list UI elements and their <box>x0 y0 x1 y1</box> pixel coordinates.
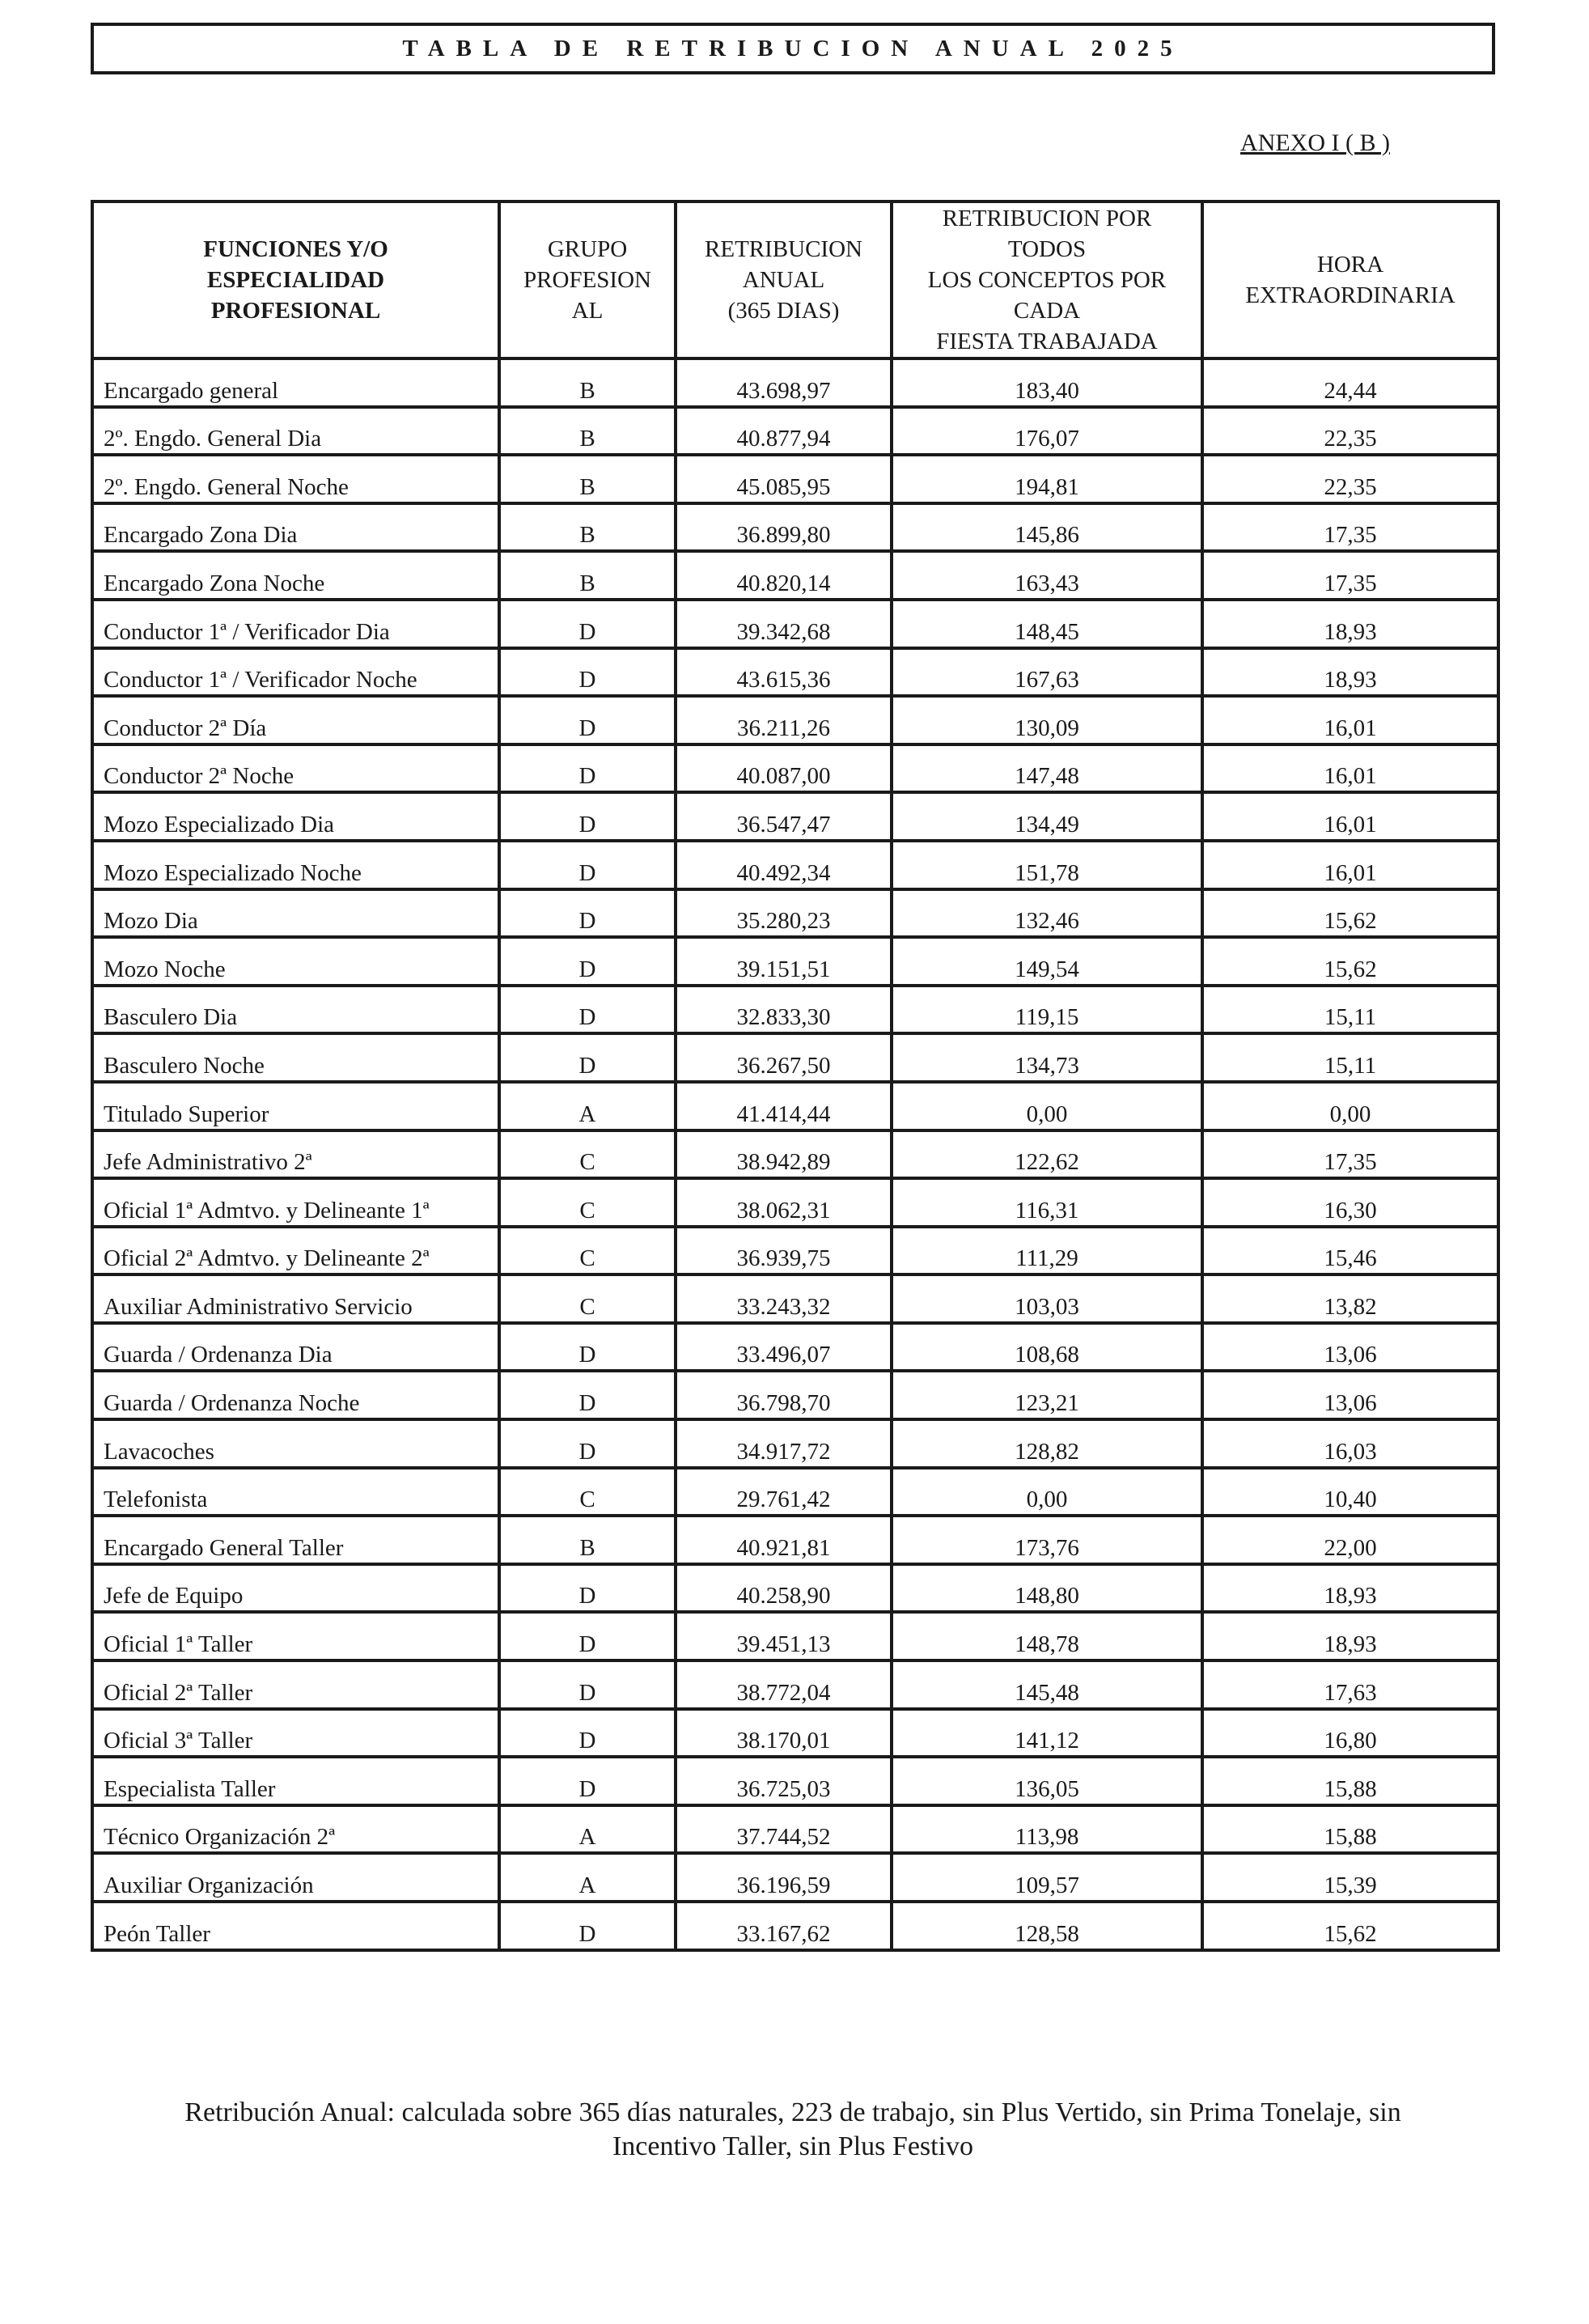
header-funciones-line: ESPECIALIDAD <box>206 267 385 293</box>
header-hora-line: EXTRAORDINARIA <box>1245 282 1456 308</box>
cell-grupo: D <box>499 1660 676 1709</box>
cell-hora-extra: 17,35 <box>1202 1130 1498 1179</box>
title-text: TABLA DE RETRIBUCION ANUAL 2025 <box>402 35 1184 61</box>
cell-retribucion-anual: 36.725,03 <box>676 1757 892 1805</box>
cell-retribucion-anual: 40.087,00 <box>676 744 892 793</box>
cell-hora-extra: 17,35 <box>1202 551 1498 600</box>
table-row <box>92 1709 1498 1758</box>
cell-retribucion-anual: 40.258,90 <box>676 1564 892 1613</box>
footnote <box>91 2096 1495 2164</box>
table-row <box>92 1902 1498 1950</box>
cell-fiesta-trabajada: 128,58 <box>892 1902 1202 1950</box>
cell-funcion: Mozo Noche <box>92 937 499 986</box>
cell-grupo: A <box>499 1853 676 1902</box>
cell-retribucion-anual: 36.547,47 <box>676 792 892 841</box>
cell-grupo: D <box>499 1033 676 1082</box>
cell-retribucion-anual: 41.414,44 <box>676 1082 892 1130</box>
cell-grupo: D <box>499 1371 676 1419</box>
cell-hora-extra: 17,63 <box>1202 1660 1498 1709</box>
cell-fiesta-trabajada: 167,63 <box>892 648 1202 697</box>
cell-funcion: Especialista Taller <box>92 1757 499 1805</box>
table-row <box>92 1082 1498 1130</box>
cell-grupo: D <box>499 792 676 841</box>
cell-grupo: A <box>499 1805 676 1854</box>
cell-retribucion-anual: 36.211,26 <box>676 696 892 744</box>
cell-retribucion-anual: 38.062,31 <box>676 1178 892 1227</box>
cell-funcion: Oficial 2ª Taller <box>92 1660 499 1709</box>
cell-hora-extra: 24,44 <box>1202 358 1498 407</box>
cell-grupo: B <box>499 407 676 456</box>
cell-grupo: D <box>499 1419 676 1468</box>
cell-retribucion-anual: 40.492,34 <box>676 841 892 889</box>
cell-funcion: Oficial 3ª Taller <box>92 1709 499 1758</box>
table-body <box>92 358 1498 1950</box>
table-row <box>92 455 1498 503</box>
cell-funcion: Mozo Dia <box>92 889 499 938</box>
table-row <box>92 1516 1498 1564</box>
cell-grupo: B <box>499 1516 676 1564</box>
cell-retribucion-anual: 35.280,23 <box>676 889 892 938</box>
cell-fiesta-trabajada: 123,21 <box>892 1371 1202 1419</box>
cell-fiesta-trabajada: 134,73 <box>892 1033 1202 1082</box>
cell-funcion: Encargado General Taller <box>92 1516 499 1564</box>
cell-retribucion-anual: 45.085,95 <box>676 455 892 503</box>
cell-funcion: Conductor 1ª / Verificador Noche <box>92 648 499 697</box>
cell-grupo: D <box>499 1612 676 1660</box>
cell-funcion: Conductor 1ª / Verificador Dia <box>92 600 499 648</box>
cell-funcion: Conductor 2ª Día <box>92 696 499 744</box>
cell-funcion: Guarda / Ordenanza Noche <box>92 1371 499 1419</box>
cell-grupo: D <box>499 841 676 889</box>
cell-fiesta-trabajada: 130,09 <box>892 696 1202 744</box>
cell-hora-extra: 16,01 <box>1202 696 1498 744</box>
cell-funcion: Titulado Superior <box>92 1082 499 1130</box>
cell-hora-extra: 15,11 <box>1202 1033 1498 1082</box>
table-row <box>92 551 1498 600</box>
cell-hora-extra: 16,01 <box>1202 744 1498 793</box>
cell-retribucion-anual: 33.496,07 <box>676 1323 892 1372</box>
cell-fiesta-trabajada: 145,86 <box>892 503 1202 552</box>
cell-fiesta-trabajada: 176,07 <box>892 407 1202 456</box>
cell-hora-extra: 15,88 <box>1202 1805 1498 1854</box>
cell-funcion: Oficial 2ª Admtvo. y Delineante 2ª <box>92 1227 499 1275</box>
cell-retribucion-anual: 38.772,04 <box>676 1660 892 1709</box>
cell-grupo: D <box>499 744 676 793</box>
cell-funcion: Peón Taller <box>92 1902 499 1950</box>
header-retribucion <box>676 201 892 358</box>
cell-fiesta-trabajada: 173,76 <box>892 1516 1202 1564</box>
cell-retribucion-anual: 38.942,89 <box>676 1130 892 1179</box>
cell-fiesta-trabajada: 183,40 <box>892 358 1202 407</box>
cell-hora-extra: 13,06 <box>1202 1323 1498 1372</box>
table-row <box>92 1323 1498 1372</box>
cell-funcion: Basculero Noche <box>92 1033 499 1082</box>
header-funciones <box>92 201 499 358</box>
cell-funcion: Telefonista <box>92 1468 499 1516</box>
header-grupo-line: AL <box>571 298 604 324</box>
table-row <box>92 937 1498 986</box>
cell-funcion: Lavacoches <box>92 1419 499 1468</box>
cell-hora-extra: 15,39 <box>1202 1853 1498 1902</box>
cell-hora-extra: 16,03 <box>1202 1419 1498 1468</box>
cell-funcion: 2º. Engdo. General Dia <box>92 407 499 456</box>
cell-fiesta-trabajada: 113,98 <box>892 1805 1202 1854</box>
cell-retribucion-anual: 36.939,75 <box>676 1227 892 1275</box>
cell-grupo: D <box>499 648 676 697</box>
cell-grupo: D <box>499 1323 676 1372</box>
cell-hora-extra: 22,00 <box>1202 1516 1498 1564</box>
cell-retribucion-anual: 40.921,81 <box>676 1516 892 1564</box>
header-hora-line: HORA <box>1316 252 1384 278</box>
cell-grupo: D <box>499 986 676 1034</box>
header-fiesta-line: TODOS <box>1007 236 1087 262</box>
footnote-line: Retribución Anual: calculada sobre 365 días naturales, 223 de trabajo, sin Plus Vertido, sin Prima Tonelaje, sin <box>184 2097 1401 2127</box>
cell-fiesta-trabajada: 0,00 <box>892 1082 1202 1130</box>
header-fiesta-line: CADA <box>1013 298 1081 324</box>
cell-grupo: C <box>499 1468 676 1516</box>
cell-hora-extra: 0,00 <box>1202 1082 1498 1130</box>
salary-table <box>91 200 1500 1952</box>
table-row <box>92 1853 1498 1902</box>
cell-grupo: C <box>499 1130 676 1179</box>
cell-retribucion-anual: 38.170,01 <box>676 1709 892 1758</box>
cell-hora-extra: 15,46 <box>1202 1227 1498 1275</box>
cell-funcion: Jefe Administrativo 2ª <box>92 1130 499 1179</box>
cell-fiesta-trabajada: 122,62 <box>892 1130 1202 1179</box>
cell-grupo: C <box>499 1274 676 1323</box>
cell-funcion: Guarda / Ordenanza Dia <box>92 1323 499 1372</box>
cell-fiesta-trabajada: 119,15 <box>892 986 1202 1034</box>
cell-fiesta-trabajada: 149,54 <box>892 937 1202 986</box>
cell-retribucion-anual: 33.167,62 <box>676 1902 892 1950</box>
table-row <box>92 1033 1498 1082</box>
cell-fiesta-trabajada: 147,48 <box>892 744 1202 793</box>
cell-fiesta-trabajada: 151,78 <box>892 841 1202 889</box>
header-fiesta-line: RETRIBUCION POR <box>942 206 1152 231</box>
table-row <box>92 648 1498 697</box>
table-row <box>92 1468 1498 1516</box>
table-row <box>92 1274 1498 1323</box>
cell-funcion: Auxiliar Administrativo Servicio <box>92 1274 499 1323</box>
cell-retribucion-anual: 40.820,14 <box>676 551 892 600</box>
cell-funcion: Oficial 1ª Admtvo. y Delineante 1ª <box>92 1178 499 1227</box>
cell-retribucion-anual: 36.196,59 <box>676 1853 892 1902</box>
cell-hora-extra: 16,01 <box>1202 792 1498 841</box>
cell-fiesta-trabajada: 148,78 <box>892 1612 1202 1660</box>
cell-fiesta-trabajada: 194,81 <box>892 455 1202 503</box>
table-row <box>92 503 1498 552</box>
header-funciones-line: FUNCIONES Y/O <box>203 236 388 262</box>
cell-grupo: B <box>499 455 676 503</box>
table-row <box>92 889 1498 938</box>
cell-grupo: D <box>499 1757 676 1805</box>
table-row <box>92 1660 1498 1709</box>
header-grupo <box>499 201 676 358</box>
table-row <box>92 358 1498 407</box>
header-grupo-line: PROFESION <box>523 267 651 293</box>
cell-hora-extra: 15,62 <box>1202 889 1498 938</box>
cell-fiesta-trabajada: 109,57 <box>892 1853 1202 1902</box>
cell-funcion: 2º. Engdo. General Noche <box>92 455 499 503</box>
cell-funcion: Conductor 2ª Noche <box>92 744 499 793</box>
table-row <box>92 1371 1498 1419</box>
table-row <box>92 841 1498 889</box>
cell-fiesta-trabajada: 116,31 <box>892 1178 1202 1227</box>
cell-retribucion-anual: 36.267,50 <box>676 1033 892 1082</box>
cell-funcion: Encargado general <box>92 358 499 407</box>
cell-fiesta-trabajada: 0,00 <box>892 1468 1202 1516</box>
table-row <box>92 986 1498 1034</box>
cell-grupo: C <box>499 1178 676 1227</box>
table-row <box>92 1178 1498 1227</box>
cell-hora-extra: 10,40 <box>1202 1468 1498 1516</box>
cell-retribucion-anual: 34.917,72 <box>676 1419 892 1468</box>
cell-hora-extra: 13,06 <box>1202 1371 1498 1419</box>
cell-hora-extra: 15,11 <box>1202 986 1498 1034</box>
cell-hora-extra: 22,35 <box>1202 455 1498 503</box>
table-row <box>92 1130 1498 1179</box>
cell-hora-extra: 13,82 <box>1202 1274 1498 1323</box>
cell-retribucion-anual: 36.798,70 <box>676 1371 892 1419</box>
cell-fiesta-trabajada: 108,68 <box>892 1323 1202 1372</box>
cell-hora-extra: 17,35 <box>1202 503 1498 552</box>
cell-hora-extra: 18,93 <box>1202 1612 1498 1660</box>
cell-hora-extra: 16,30 <box>1202 1178 1498 1227</box>
cell-retribucion-anual: 43.698,97 <box>676 358 892 407</box>
cell-grupo: D <box>499 937 676 986</box>
annex-label: ANEXO I ( B ) <box>1240 129 1390 156</box>
cell-grupo: D <box>499 1709 676 1758</box>
cell-hora-extra: 15,62 <box>1202 937 1498 986</box>
header-fiesta-line: FIESTA TRABAJADA <box>936 329 1158 354</box>
header-grupo-line: GRUPO <box>547 236 628 262</box>
cell-grupo: D <box>499 600 676 648</box>
table-row <box>92 1419 1498 1468</box>
table-row <box>92 407 1498 456</box>
cell-grupo: D <box>499 1902 676 1950</box>
cell-retribucion-anual: 33.243,32 <box>676 1274 892 1323</box>
header-retribucion-line: RETRIBUCION <box>705 236 862 262</box>
cell-grupo: C <box>499 1227 676 1275</box>
table-row <box>92 792 1498 841</box>
cell-fiesta-trabajada: 148,45 <box>892 600 1202 648</box>
cell-grupo: A <box>499 1082 676 1130</box>
cell-hora-extra: 16,80 <box>1202 1709 1498 1758</box>
table-header-row <box>92 201 1498 358</box>
cell-grupo: B <box>499 503 676 552</box>
cell-funcion: Mozo Especializado Noche <box>92 841 499 889</box>
cell-hora-extra: 15,88 <box>1202 1757 1498 1805</box>
cell-fiesta-trabajada: 128,82 <box>892 1419 1202 1468</box>
cell-hora-extra: 18,93 <box>1202 1564 1498 1613</box>
cell-grupo: B <box>499 358 676 407</box>
cell-fiesta-trabajada: 134,49 <box>892 792 1202 841</box>
cell-retribucion-anual: 39.342,68 <box>676 600 892 648</box>
cell-retribucion-anual: 40.877,94 <box>676 407 892 456</box>
cell-retribucion-anual: 29.761,42 <box>676 1468 892 1516</box>
cell-funcion: Basculero Dia <box>92 986 499 1034</box>
cell-retribucion-anual: 37.744,52 <box>676 1805 892 1854</box>
table-row <box>92 744 1498 793</box>
cell-grupo: D <box>499 696 676 744</box>
footnote-line: Incentivo Taller, sin Plus Festivo <box>612 2131 974 2161</box>
cell-funcion: Jefe de Equipo <box>92 1564 499 1613</box>
table-row <box>92 1757 1498 1805</box>
cell-retribucion-anual: 39.451,13 <box>676 1612 892 1660</box>
cell-funcion: Oficial 1ª Taller <box>92 1612 499 1660</box>
cell-funcion: Encargado Zona Dia <box>92 503 499 552</box>
cell-fiesta-trabajada: 103,03 <box>892 1274 1202 1323</box>
cell-grupo: B <box>499 551 676 600</box>
table-row <box>92 1227 1498 1275</box>
table-row <box>92 1805 1498 1854</box>
page-title <box>91 23 1495 74</box>
cell-fiesta-trabajada: 163,43 <box>892 551 1202 600</box>
cell-fiesta-trabajada: 136,05 <box>892 1757 1202 1805</box>
cell-hora-extra: 18,93 <box>1202 600 1498 648</box>
table-row <box>92 600 1498 648</box>
header-fiesta-line: LOS CONCEPTOS POR <box>927 267 1167 293</box>
header-fiesta <box>892 201 1202 358</box>
table-row <box>92 1612 1498 1660</box>
cell-retribucion-anual: 32.833,30 <box>676 986 892 1034</box>
cell-hora-extra: 18,93 <box>1202 648 1498 697</box>
cell-fiesta-trabajada: 141,12 <box>892 1709 1202 1758</box>
cell-fiesta-trabajada: 145,48 <box>892 1660 1202 1709</box>
cell-funcion: Encargado Zona Noche <box>92 551 499 600</box>
cell-retribucion-anual: 43.615,36 <box>676 648 892 697</box>
header-funciones-line: PROFESIONAL <box>210 298 381 324</box>
table-row <box>92 696 1498 744</box>
cell-hora-extra: 15,62 <box>1202 1902 1498 1950</box>
cell-fiesta-trabajada: 132,46 <box>892 889 1202 938</box>
cell-funcion: Mozo Especializado Dia <box>92 792 499 841</box>
header-retribucion-line: (365 DIAS) <box>727 298 840 324</box>
cell-grupo: D <box>499 1564 676 1613</box>
cell-fiesta-trabajada: 148,80 <box>892 1564 1202 1613</box>
cell-hora-extra: 16,01 <box>1202 841 1498 889</box>
header-hora <box>1202 201 1498 358</box>
cell-grupo: D <box>499 889 676 938</box>
cell-funcion: Auxiliar Organización <box>92 1853 499 1902</box>
header-retribucion-line: ANUAL <box>742 267 825 293</box>
table-row <box>92 1564 1498 1613</box>
cell-funcion: Técnico Organización 2ª <box>92 1805 499 1854</box>
cell-retribucion-anual: 39.151,51 <box>676 937 892 986</box>
cell-retribucion-anual: 36.899,80 <box>676 503 892 552</box>
cell-hora-extra: 22,35 <box>1202 407 1498 456</box>
cell-fiesta-trabajada: 111,29 <box>892 1227 1202 1275</box>
